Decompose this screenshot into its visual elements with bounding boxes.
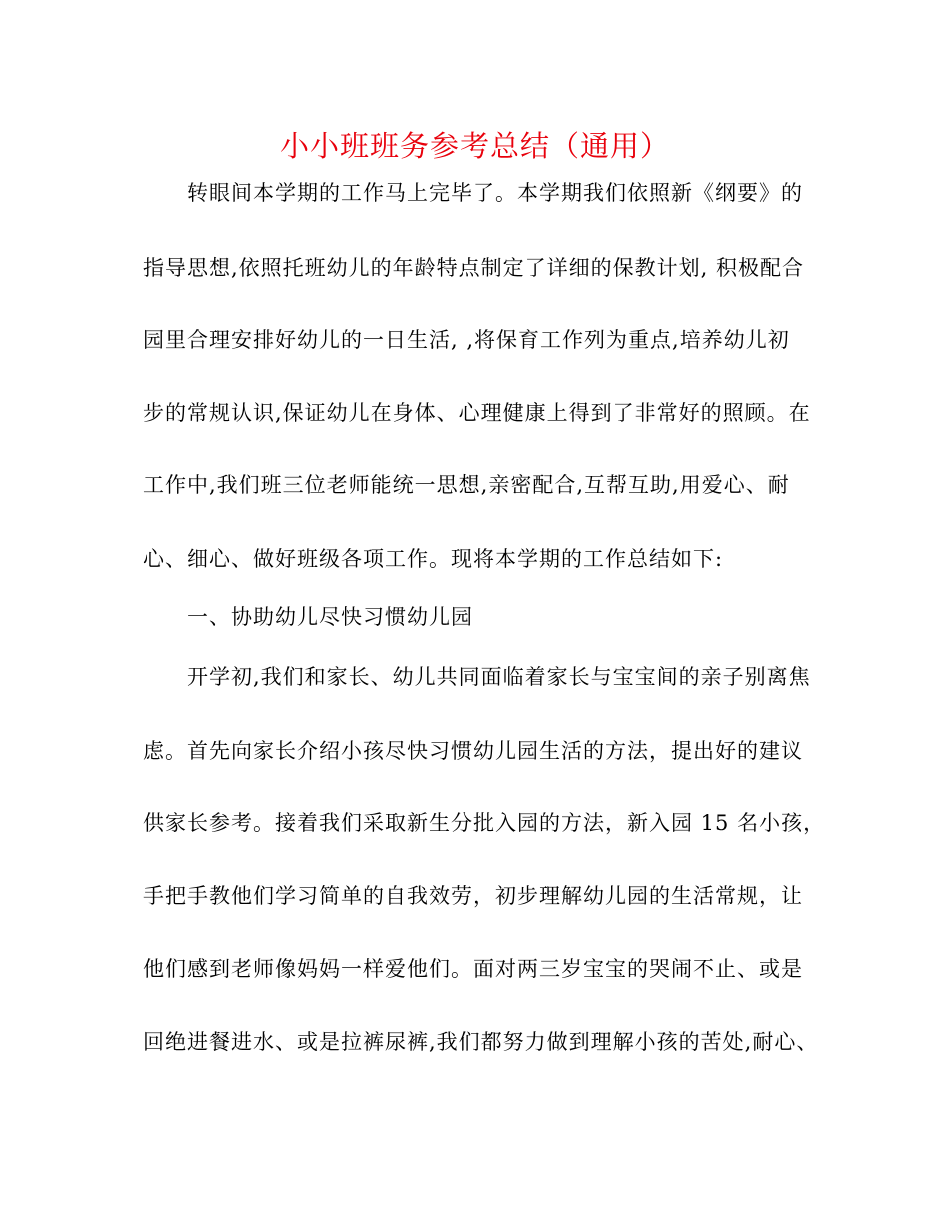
paragraph-line: 步的常规认识,保证幼儿在身体、心理健康上得到了非常好的照顾。在	[143, 401, 811, 425]
paragraph-line: 转眼间本学期的工作马上完毕了。本学期我们依照新《纲要》的	[187, 181, 803, 205]
paragraph-line: 指导思想,依照托班幼儿的年龄特点制定了详细的保教计划, 积极配合	[143, 256, 805, 280]
paragraph-line: 园里合理安排好幼儿的一日生活, ,将保育工作列为重点,培养幼儿初	[143, 328, 790, 352]
paragraph-line: 供家长参考。接着我们采取新生分批入园的方法，新入园 15 名小孩，	[143, 811, 826, 835]
paragraph-line: 虑。首先向家长介绍小孩尽快习惯幼儿园生活的方法，提出好的建议	[143, 739, 803, 763]
paragraph-line: 他们感到老师像妈妈一样爱他们。面对两三岁宝宝的哭闹不止、或是	[143, 957, 803, 981]
paragraph-line: 回绝进餐进水、或是拉裤尿裤,我们都努力做到理解小孩的苦处,耐心、	[143, 1030, 819, 1054]
paragraph-line: 手把手教他们学习简单的自我效劳，初步理解幼儿园的生活常规，让	[143, 884, 803, 908]
paragraph-line: 工作中,我们班三位老师能统一思想,亲密配合,互帮互助,用爱心、耐	[143, 473, 790, 497]
paragraph-line: 心、细心、做好班级各项工作。现将本学期的工作总结如下:	[143, 547, 724, 571]
paragraph-line: 开学初,我们和家长、幼儿共同面临着家长与宝宝间的亲子别离焦	[187, 665, 811, 689]
document-title: 小小班班务参考总结（通用）	[279, 129, 670, 163]
section-heading: 一、协助幼儿尽快习惯幼儿园	[187, 605, 473, 629]
